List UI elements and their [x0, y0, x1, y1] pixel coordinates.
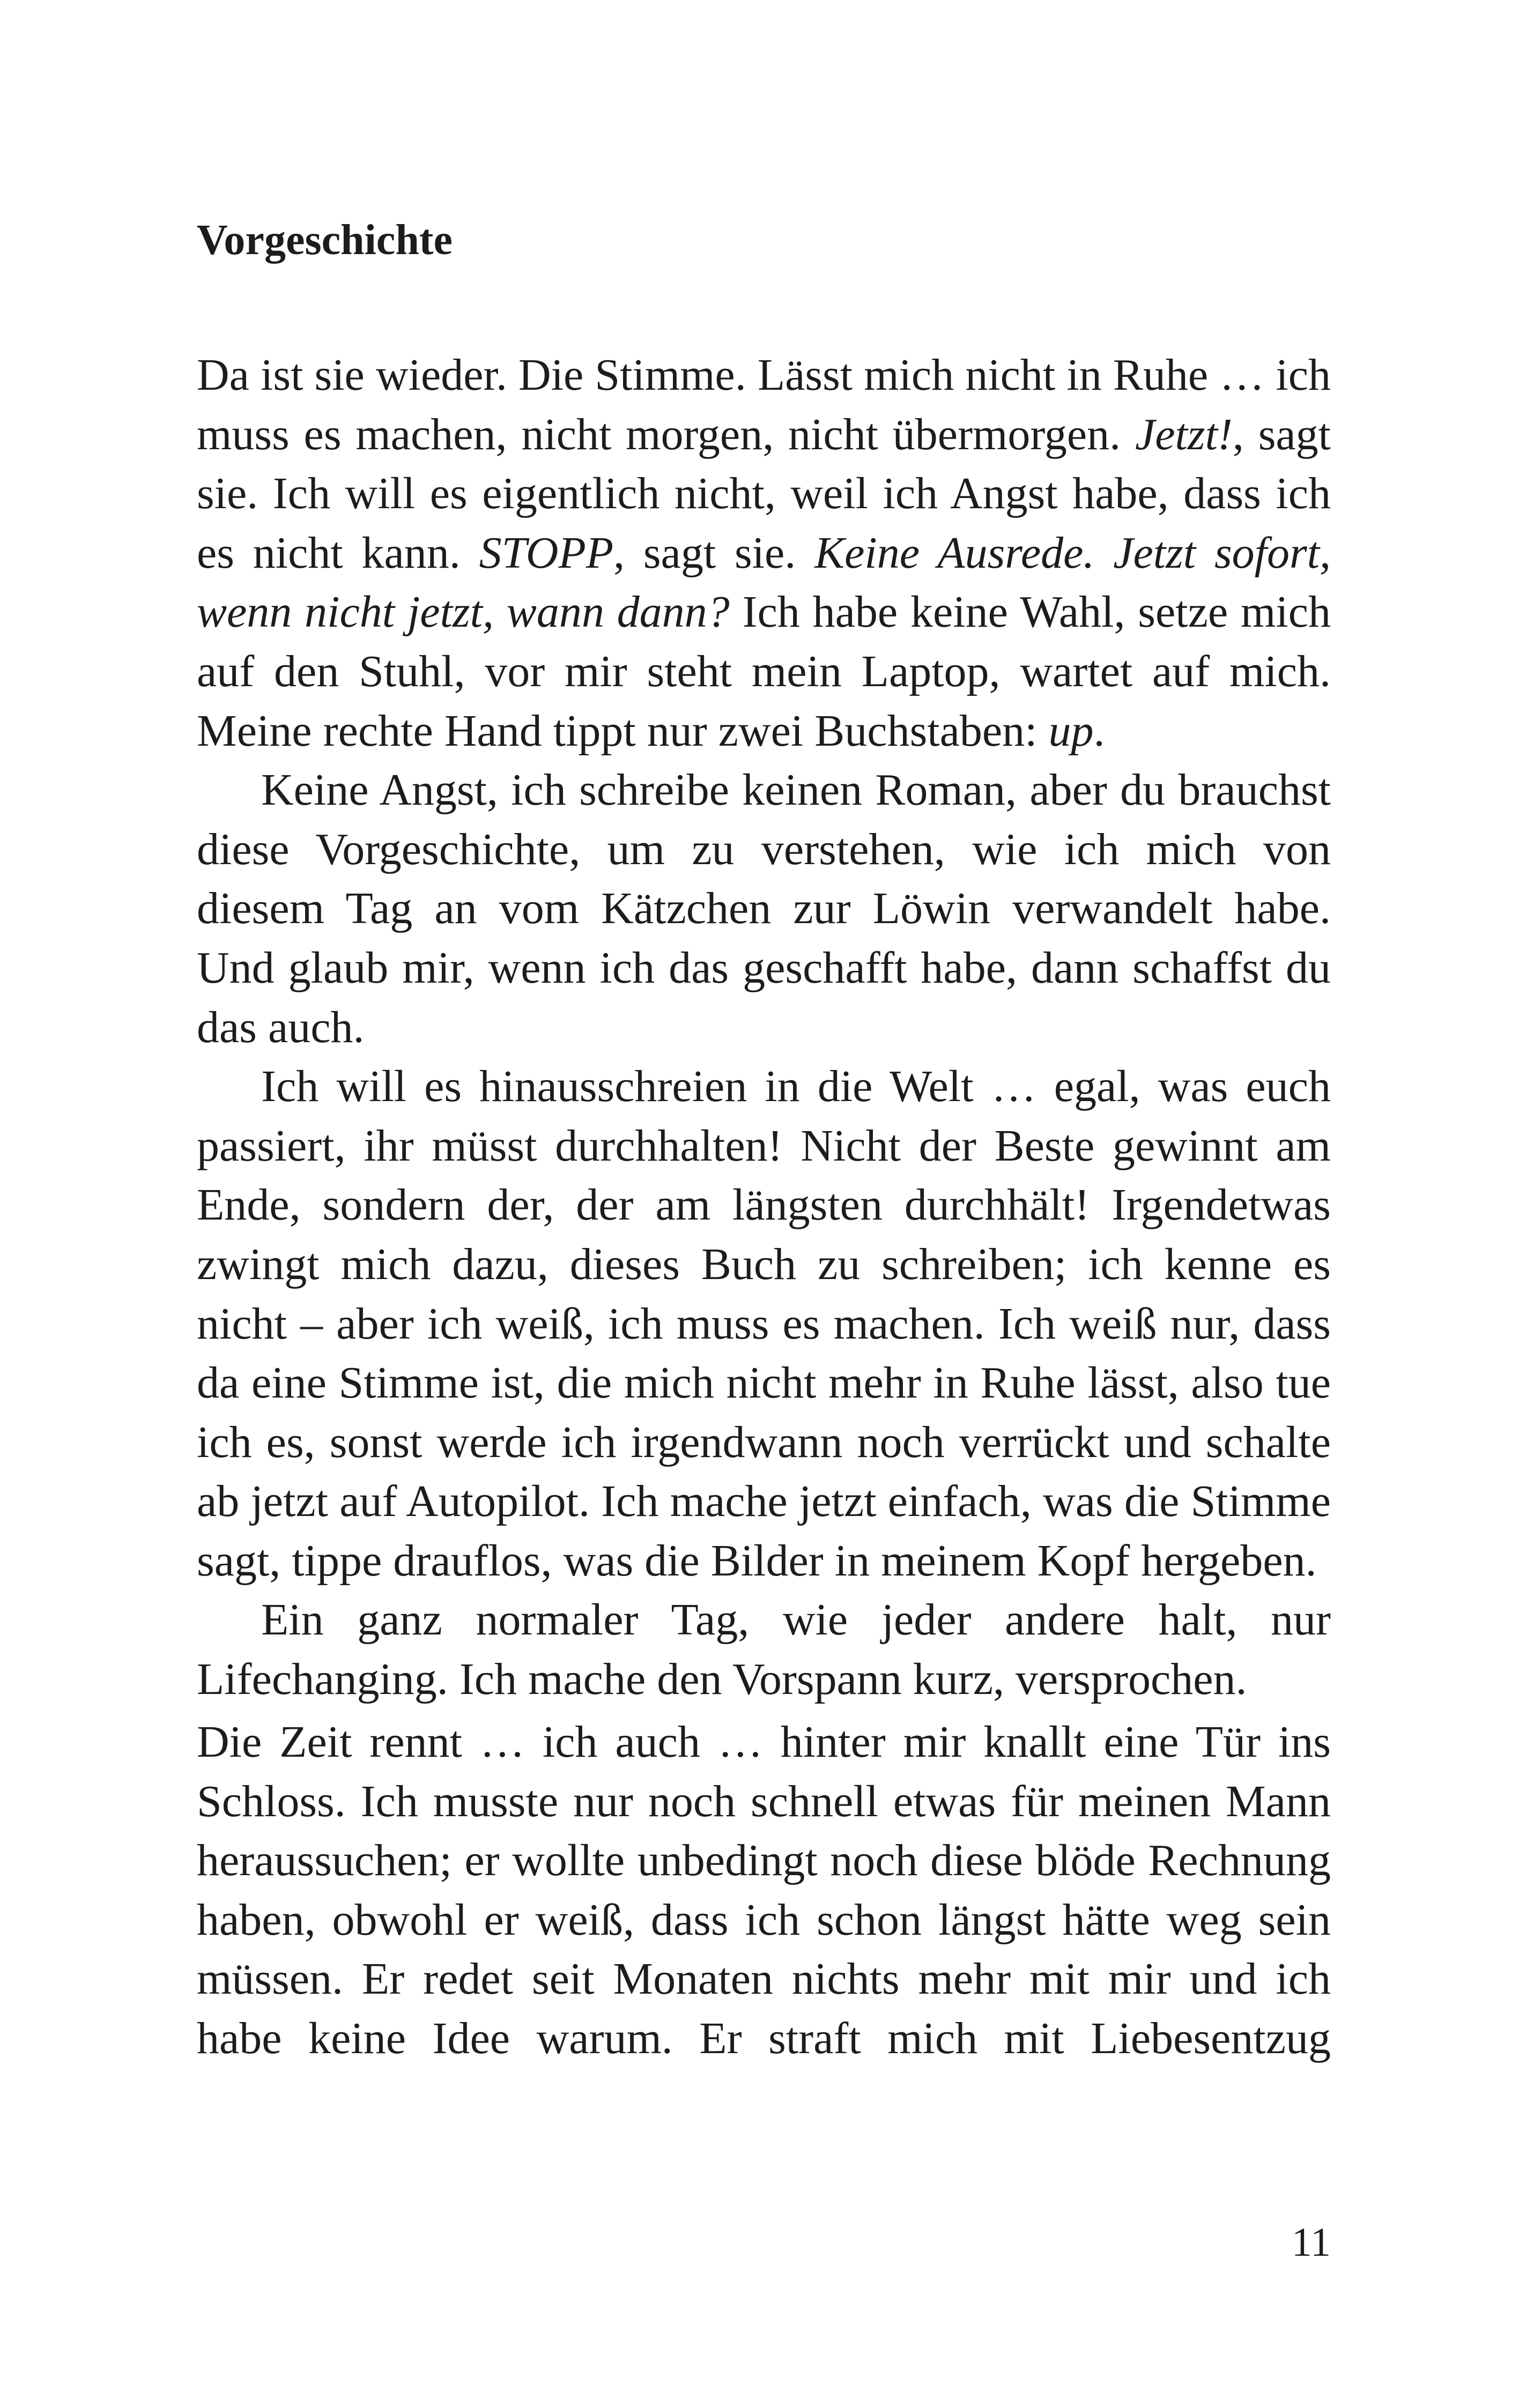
text-run: , sagt sie.: [613, 527, 815, 578]
text-run: Da ist sie wieder. Die Stimme. Lässt mich nicht in Ruhe … ich muss es machen, nicht morgen, nicht übermorgen.: [197, 350, 1331, 459]
paragraph-2: Keine Angst, ich schreibe keinen Roman, aber du brauchst diese Vorgeschichte, um zu verstehen, wie ich mich von diesem Tag an vom Kätzchen zur Löwin verwandelt habe. Und glaub mir, wenn ich das geschafft habe, dann schaffst du das auch.: [197, 765, 1331, 1052]
paragraph-4: Ein ganz normaler Tag, wie jeder andere halt, nur Lifechanging. Ich mache den Vorspann kurz, versprochen.: [197, 1595, 1331, 1705]
italic-run: STOPP: [479, 527, 614, 578]
text-run: , sagt sie. Ich will es eigentlich nicht, weil ich Angst habe, dass ich es nicht kann.: [197, 409, 1331, 578]
italic-run: Keine Ausrede. Jetzt sofort, wenn nicht jetzt, wann dann?: [197, 527, 1331, 637]
page-number: 11: [1291, 2220, 1331, 2265]
text-section-2: [197, 1713, 1331, 2069]
paragraph-3: Ich will es hinausschreien in die Welt … egal, was euch passiert, ihr müsst durchhalten! Nicht der Beste gewinnt am Ende, sondern der, der am längsten durchhält! Irgendetwas zwingt mich dazu, dieses Buch zu schreiben; ich kenne es nicht – aber ich weiß, ich muss es machen. Ich weiß nur, dass da eine Stimme ist, die mich nicht mehr in Ruhe lässt, also tue ich es, sonst werde ich irgendwann noch verrückt und schalte ab jetzt auf Autopilot. Ich mache jetzt einfach, was die Stimme sagt, tippe drauflos, was die Bilder in meinem Kopf hergeben.: [197, 1061, 1331, 1586]
italic-run: Jetzt!: [1135, 409, 1233, 459]
text-run: Ich habe keine Wahl, setze mich auf den Stuhl, vor mir steht mein Laptop, wartet auf mich. Meine rechte Hand tippt nur zwei Buchstaben:: [197, 587, 1331, 756]
text-section-1: [197, 346, 1331, 1710]
text-run: .: [1093, 705, 1105, 756]
italic-run: up: [1048, 705, 1094, 756]
paragraph-5: Die Zeit rennt … ich auch … hinter mir knallt eine Tür ins Schloss. Ich musste nur noch schnell etwas für meinen Mann heraussuchen; er wollte unbedingt noch diese blöde Rechnung haben, obwohl er weiß, dass ich schon längst hätte weg sein müssen. Er redet seit Monaten nichts mehr mit mir und ich habe keine Idee warum. Er straft mich mit Liebesentzug: [197, 1717, 1331, 2063]
chapter-heading: Vorgeschichte: [197, 217, 453, 264]
paragraph-1: [197, 346, 1331, 761]
